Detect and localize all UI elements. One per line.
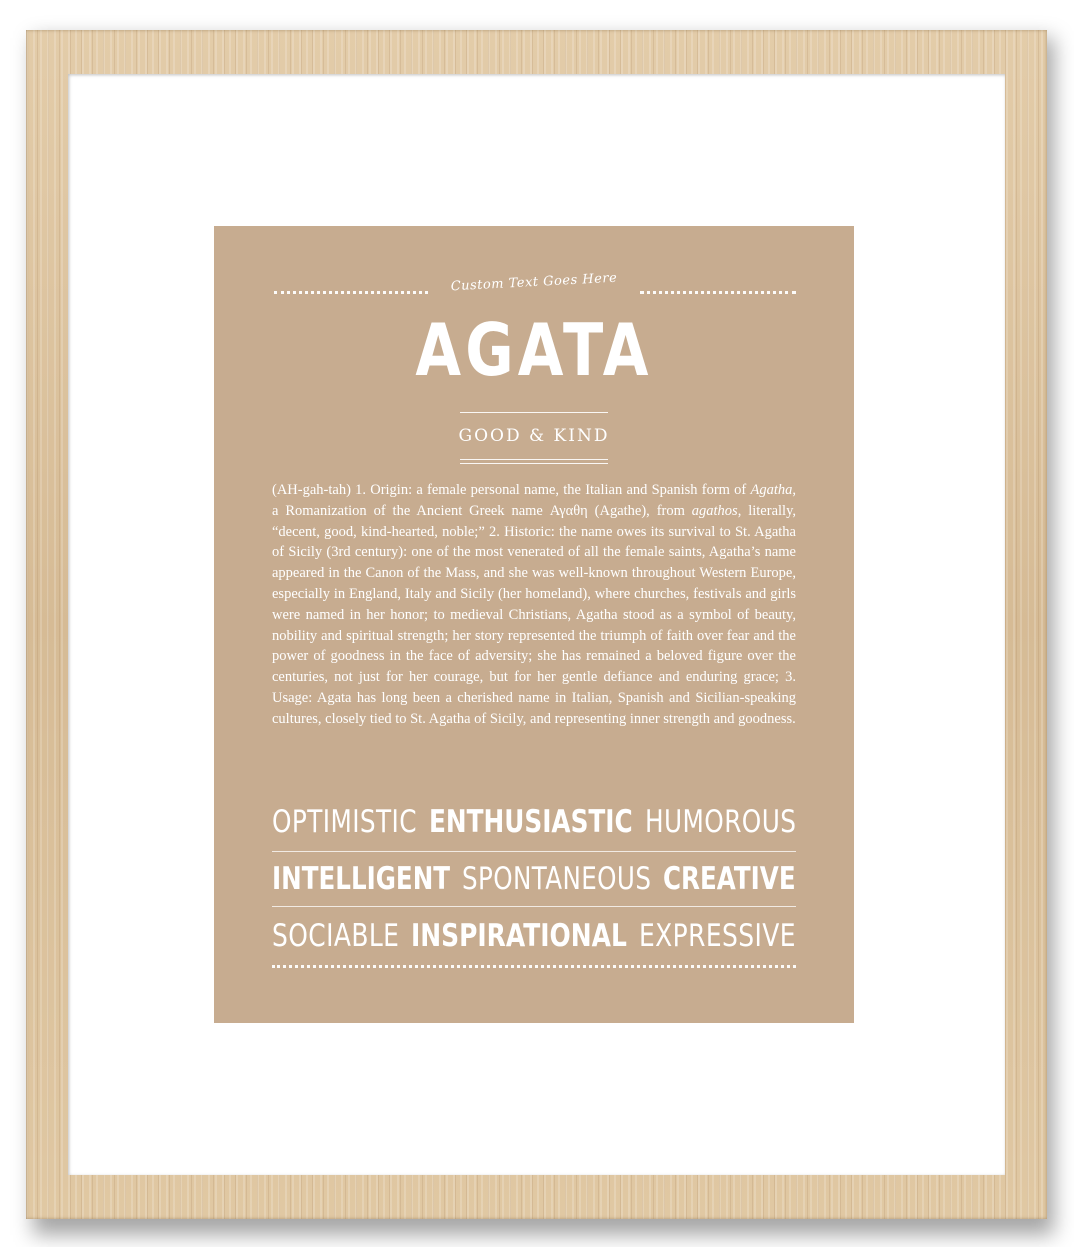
definition-part-2: , a Romanization of the Ancient Greek name Αγαθη (Agathe), from xyxy=(272,482,796,519)
wood-frame xyxy=(26,30,1047,1219)
trait: EXPRESSIVE xyxy=(639,918,796,954)
meaning-bottom-rule-2 xyxy=(460,463,608,464)
trait: SOCIABLE xyxy=(272,918,400,954)
custom-text: Custom Text Goes Here xyxy=(450,270,618,295)
definition-part-3: , literally, “decent, good, kind-hearted, noble;” 2. Historic: the name owes its survival to St. Agatha of Sicily (3rd century): one of the most venerated of all the female saints, Agatha’s name appeared in the Canon of the Mass, and she was well-known throughout Western Europe, especially in England, Italy and Sicily (her homeland), where churches, festivals and girls were named in her honor; to medieval Christians, Agatha stood as a symbol of beauty, nobility and spiritual strength; her story represented the triumph of faith over fear and the power of goodness in the face of adversity; she has remained a beloved figure over the centuries, not just for her courage, but for her gentle defiance and enduring grace; 3. Usage: Agata has long been a cherished name in Italian, Spanish and Sicilian-speaking cultures, closely tied to St. Agatha of Sicily, and representing inner strength and goodness. xyxy=(272,502,796,727)
name-meaning: GOOD & KIND xyxy=(458,426,610,446)
trait: ENTHUSIASTIC xyxy=(428,804,633,840)
white-mat xyxy=(68,74,1005,1175)
meaning-top-rule xyxy=(460,412,608,413)
definition-part-1: (AH-gah-tah) 1. Origin: a female personal name, the Italian and Spanish form of xyxy=(272,482,751,498)
trait: HUMOROUS xyxy=(644,804,796,840)
traits-top-rule xyxy=(272,851,796,852)
trait: INSPIRATIONAL xyxy=(411,918,628,954)
trait: CREATIVE xyxy=(663,861,796,897)
trait: SPONTANEOUS xyxy=(462,861,652,897)
top-right-dotted-line xyxy=(640,291,796,294)
bottom-dotted-line xyxy=(272,965,796,968)
definition-italic-agathos: agathos xyxy=(691,502,738,519)
name-definition xyxy=(272,480,796,730)
name-title: AGATA xyxy=(415,308,653,392)
definition-italic-agatha: Agatha xyxy=(750,482,793,498)
name-meaning-print xyxy=(214,226,854,1023)
trait: INTELLIGENT xyxy=(272,861,451,897)
traits-row-2 xyxy=(272,859,796,899)
traits-row-3 xyxy=(272,916,796,956)
trait: OPTIMISTIC xyxy=(272,804,417,840)
traits-row-1 xyxy=(272,802,796,842)
meaning-bottom-rule-1 xyxy=(460,459,608,460)
traits-middle-rule xyxy=(272,906,796,907)
